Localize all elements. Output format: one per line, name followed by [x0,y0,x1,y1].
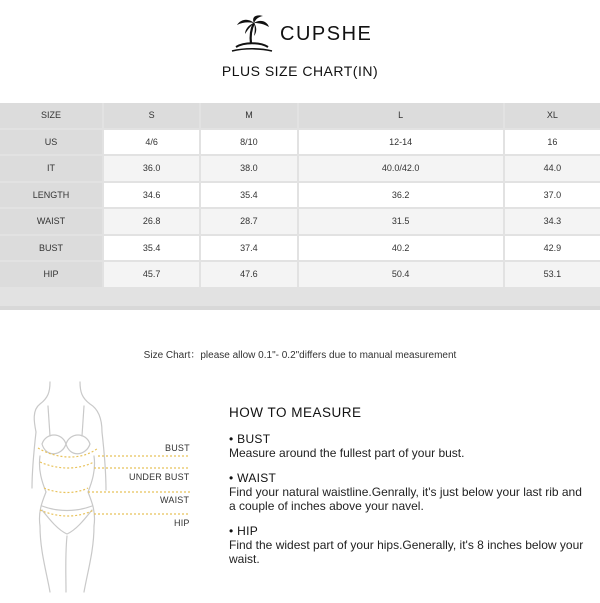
table-cell: 47.6 [201,262,296,287]
under-bust-label: UNDER BUST [129,472,190,482]
table-row [0,156,600,181]
row-label: IT [0,156,102,181]
section-title: • HIP [229,523,259,538]
row-label: BUST [0,236,102,261]
waist-section [229,471,589,514]
table-cell: 34.6 [104,183,199,208]
table-cell: 35.4 [201,183,296,208]
how-to-measure [229,405,589,577]
header-cell: XL [505,103,600,128]
table-cell: 38.0 [201,156,296,181]
table-cell: 37.4 [201,236,296,261]
header-cell: L [299,103,503,128]
table-cell: 50.4 [299,262,503,287]
hip-section [229,524,589,567]
header-cell: S [104,103,199,128]
table-cell: 35.4 [104,236,199,261]
table-row [0,236,600,261]
bust-label: BUST [165,443,190,453]
row-label: LENGTH [0,183,102,208]
chart-title: PLUS SIZE CHART(IN) [221,63,379,79]
table-cell: 45.7 [104,262,199,287]
table-cell: 53.1 [505,262,600,287]
section-description: Find the widest part of your hips.Generally, it's 8 inches below your waist. [229,537,584,566]
brand [230,14,372,54]
divider [0,306,600,310]
table-cell: 34.3 [505,209,600,234]
size-table-container [0,103,600,306]
table-row [0,209,600,234]
waist-label: WAIST [160,495,190,505]
table-row [0,183,600,208]
bust-section [229,432,589,461]
row-label: WAIST [0,209,102,234]
table-cell: 8/10 [201,130,296,155]
table-cell: 12-14 [299,130,503,155]
section-description: Find your natural waistline.Genrally, it's just below your last rib and a couple of inches above your navel. [229,484,582,513]
table-cell: 40.2 [299,236,503,261]
table-cell: 44.0 [505,156,600,181]
section-title: • WAIST [229,470,277,485]
table-cell: 4/6 [104,130,199,155]
body-outline-illustration [28,370,208,598]
body-figure [28,370,208,598]
table-cell: 31.5 [299,209,503,234]
table-header-row [0,103,600,128]
row-label: HIP [0,262,102,287]
table-cell: 36.0 [104,156,199,181]
table-cell: 40.0/42.0 [299,156,503,181]
brand-name: CUPSHE [280,22,373,45]
table-row [0,262,600,287]
header-cell: SIZE [0,103,102,128]
header [0,0,600,100]
table-cell: 16 [505,130,600,155]
table-cell: 37.0 [505,183,600,208]
table-cell: 42.9 [505,236,600,261]
palm-island-icon [230,14,274,54]
table-cell: 28.7 [201,209,296,234]
section-description: Measure around the fullest part of your bust. [229,446,465,460]
hip-label: HIP [174,518,190,528]
how-to-measure-title: HOW TO MEASURE [229,405,362,420]
size-table [0,101,600,289]
table-cell: 26.8 [104,209,199,234]
section-title: • BUST [229,432,271,446]
measurement-note: Size Chart：please allow 0.1"- 0.2"differs due to manual measurement [143,350,457,361]
row-label: US [0,130,102,155]
table-cell: 36.2 [299,183,503,208]
header-cell: M [201,103,296,128]
table-row [0,130,600,155]
